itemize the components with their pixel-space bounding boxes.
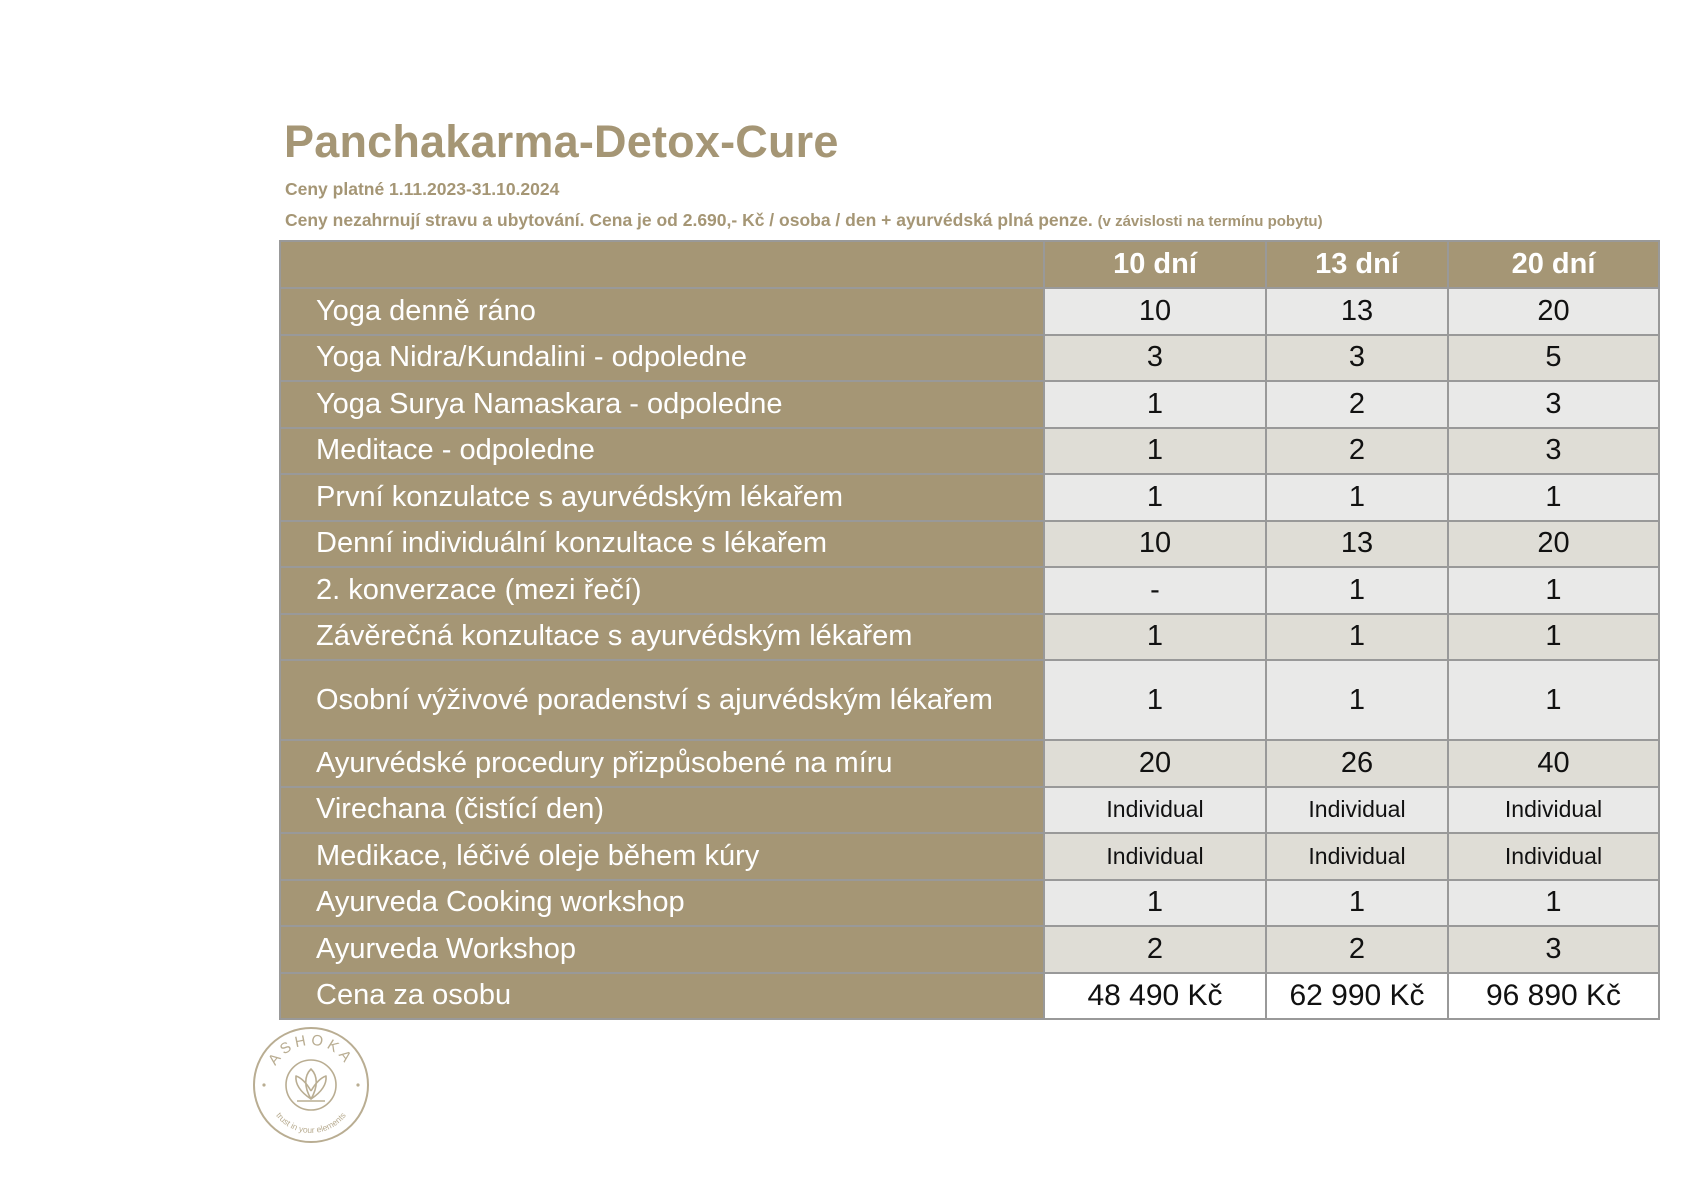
table-row [280,428,1659,475]
cell-20-days: 1 [1448,614,1659,661]
row-label: Meditace - odpoledne [280,428,1044,475]
table-row [280,833,1659,880]
cell-10-days: 1 [1044,428,1266,475]
table-row [280,335,1659,382]
row-label: 2. konverzace (mezi řečí) [280,567,1044,614]
row-label: Osobní výživové poradenství s ajurvédským lékařem [280,660,1044,740]
cell-20-days: 40 [1448,740,1659,787]
cell-20-days: 20 [1448,521,1659,568]
price-validity: Ceny platné 1.11.2023-31.10.2024 [285,179,560,199]
cell-20-days: 1 [1448,567,1659,614]
table-row [280,381,1659,428]
page-title: Panchakarma-Detox-Cure [284,116,839,167]
price-notice-main: Ceny nezahrnují stravu a ubytování. Cena je od 2.690,- Kč / osoba / den + ayurvédská plná penze. [285,210,1093,230]
row-label: Ayurveda Workshop [280,926,1044,973]
price-20-days: 96 890 Kč [1448,973,1659,1020]
cell-13-days: 1 [1266,474,1448,521]
cell-10-days: 1 [1044,474,1266,521]
cell-20-days: Individual [1448,833,1659,880]
row-label: Cena za osobu [280,973,1044,1020]
lotus-icon [296,1069,326,1101]
table-row [280,740,1659,787]
cell-13-days: 2 [1266,381,1448,428]
cell-20-days: 3 [1448,381,1659,428]
table-row [280,926,1659,973]
cell-13-days: Individual [1266,787,1448,834]
cell-20-days: 1 [1448,474,1659,521]
cell-13-days: 1 [1266,567,1448,614]
cell-10-days: 1 [1044,614,1266,661]
cell-10-days: 1 [1044,381,1266,428]
price-notice-note: (v závislosti na termínu pobytu) [1097,213,1323,230]
ashoka-logo [251,1025,371,1145]
cell-13-days: 1 [1266,660,1448,740]
row-label: Ayurvédské procedury přizpůsobené na míru [280,740,1044,787]
table-row [280,614,1659,661]
row-label: Ayurveda Cooking workshop [280,880,1044,927]
cell-10-days: 10 [1044,521,1266,568]
row-label: Virechana (čistící den) [280,787,1044,834]
price-row [280,973,1659,1020]
price-table [279,240,1660,1020]
table-row [280,288,1659,335]
cell-20-days: 1 [1448,880,1659,927]
table-row [280,880,1659,927]
svg-text:ASHOKA: ASHOKA [264,1031,358,1069]
header-cell-empty [280,241,1044,288]
header-cell-10-days: 10 dní [1044,241,1266,288]
table-row [280,567,1659,614]
cell-10-days: 2 [1044,926,1266,973]
price-13-days: 62 990 Kč [1266,973,1448,1020]
cell-20-days: 3 [1448,428,1659,475]
cell-13-days: 26 [1266,740,1448,787]
cell-10-days: 1 [1044,880,1266,927]
cell-10-days: 10 [1044,288,1266,335]
row-label: Yoga Surya Namaskara - odpoledne [280,381,1044,428]
row-label: Závěrečná konzultace s ayurvédským lékařem [280,614,1044,661]
cell-20-days: Individual [1448,787,1659,834]
row-label: Yoga denně ráno [280,288,1044,335]
cell-13-days: Individual [1266,833,1448,880]
cell-13-days: 2 [1266,926,1448,973]
table-row [280,787,1659,834]
row-label: Denní individuální konzultace s lékařem [280,521,1044,568]
table-row [280,474,1659,521]
cell-10-days: 20 [1044,740,1266,787]
header-cell-20-days: 20 dní [1448,241,1659,288]
header-cell-13-days: 13 dní [1266,241,1448,288]
table-header-row [280,241,1659,288]
price-10-days: 48 490 Kč [1044,973,1266,1020]
cell-13-days: 1 [1266,880,1448,927]
cell-10-days: Individual [1044,833,1266,880]
row-label: Yoga Nidra/Kundalini - odpoledne [280,335,1044,382]
cell-13-days: 3 [1266,335,1448,382]
svg-text:trust in your elements: trust in your elements [274,1110,348,1136]
table-row [280,660,1659,740]
cell-13-days: 2 [1266,428,1448,475]
cell-20-days: 1 [1448,660,1659,740]
cell-10-days: 3 [1044,335,1266,382]
cell-13-days: 13 [1266,288,1448,335]
cell-13-days: 1 [1266,614,1448,661]
table-row [280,521,1659,568]
row-label: Medikace, léčivé oleje během kúry [280,833,1044,880]
cell-10-days: 1 [1044,660,1266,740]
cell-10-days: - [1044,567,1266,614]
cell-10-days: Individual [1044,787,1266,834]
cell-20-days: 20 [1448,288,1659,335]
cell-20-days: 3 [1448,926,1659,973]
price-notice [285,210,1323,231]
cell-20-days: 5 [1448,335,1659,382]
cell-13-days: 13 [1266,521,1448,568]
row-label: První konzulatce s ayurvédským lékařem [280,474,1044,521]
